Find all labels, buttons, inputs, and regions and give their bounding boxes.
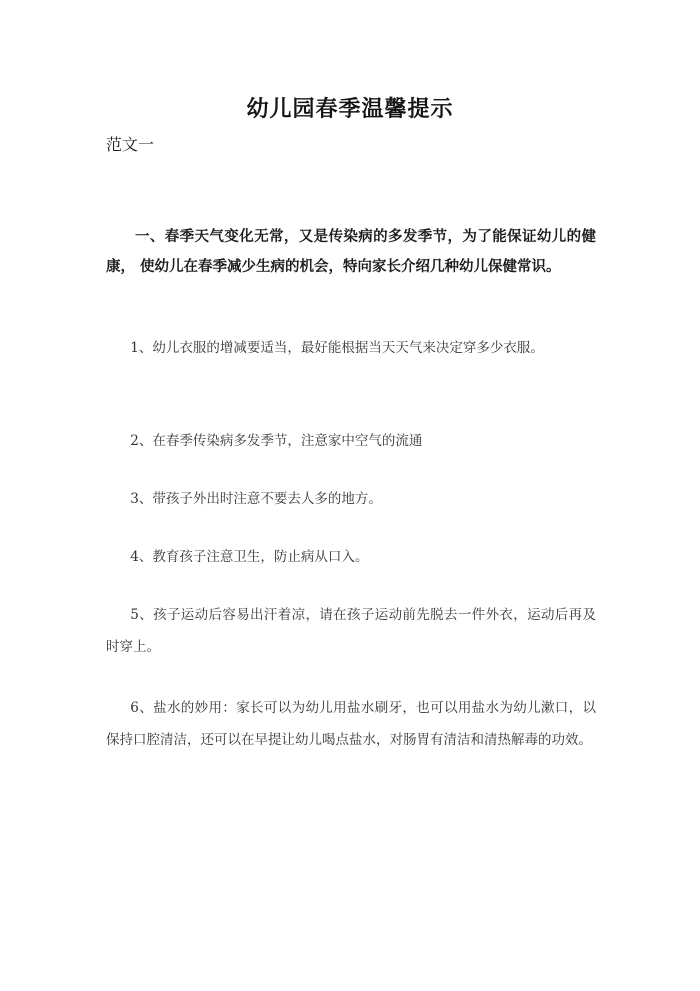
- document-title: 幼儿园春季温馨提示: [246, 97, 454, 122]
- tip-item-6: 6、盐水的妙用：家长可以为幼儿用盐水刷牙，也可以用盐水为幼儿漱口，以保持口腔清洁，还可以在早提让幼儿喝点盐水，对肠胃有清洁和清热解毒的功效。: [106, 700, 596, 748]
- tip-item-5: 5、孩子运动后容易出汗着凉，请在孩子运动前先脱去一件外衣，运动后再及时穿上。: [106, 607, 596, 655]
- tip-item-4: 4、教育孩子注意卫生，防止病从口入。: [130, 549, 369, 565]
- intro-paragraph: 一、春季天气变化无常，又是传染病的多发季节，为了能保证幼儿的健康， 使幼儿在春季减少生病的机会，特向家长介绍几种幼儿保健常识。: [106, 229, 596, 275]
- tip-item-3: 3、带孩子外出时注意不要去人多的地方。: [130, 491, 382, 507]
- document-subtitle: 范文一: [106, 135, 155, 154]
- tip-item-1: 1、幼儿衣服的增减要适当，最好能根据当天天气来决定穿多少衣服。: [130, 340, 544, 356]
- tip-item-2: 2、在春季传染病多发季节，注意家中空气的流通: [130, 433, 423, 449]
